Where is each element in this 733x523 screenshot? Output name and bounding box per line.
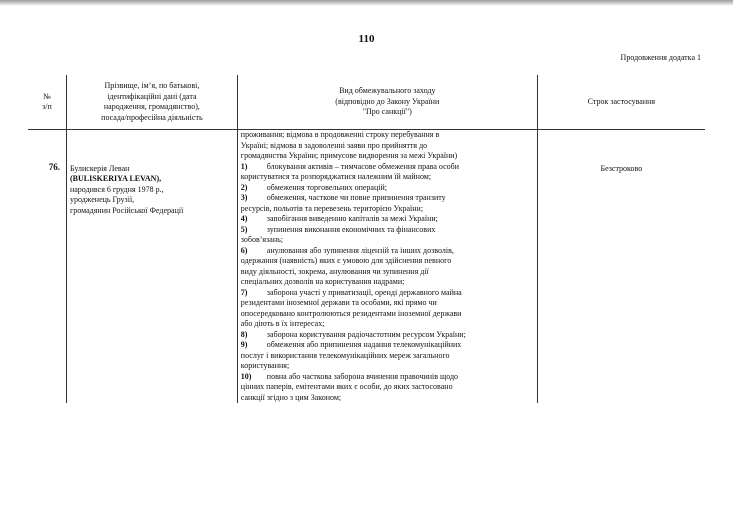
- header-name-line: Прізвище, ім’я, по батькові,: [104, 81, 200, 90]
- continuation-line: Україні; відмова в задоволенні заяви про прийняття до: [240, 140, 428, 150]
- header-measure-line: (відповідно до Закону України: [335, 96, 440, 106]
- measure-item: [241, 162, 534, 183]
- measure-text: обмеження торговельних операцій;: [266, 182, 387, 192]
- measure-item: [241, 340, 534, 372]
- measure-text: обмеження, часткове чи повне припинення транзиту: [266, 193, 446, 202]
- measure-number: 7): [240, 287, 248, 297]
- measure-text: санкції згідно з цим Законом;: [240, 392, 342, 402]
- table-header-row: [28, 75, 705, 130]
- measure-number: 3): [240, 193, 248, 202]
- continuation-label: Продовження додатка 1: [620, 53, 701, 62]
- measure-text: опосередковано контролюються резидентами іноземної держави: [240, 308, 462, 318]
- entry-person: [66, 162, 237, 404]
- measure-number: 9): [240, 340, 248, 349]
- person-name-ua: Булискерія Леван: [69, 163, 130, 173]
- measure-item: [241, 225, 534, 246]
- measure-text: послуг і використання телекомунікаційних мереж загального: [240, 350, 450, 360]
- continuation-row: [28, 130, 705, 162]
- header-name-line: народження, громадянство),: [103, 102, 200, 111]
- measure-number: 2): [240, 182, 248, 192]
- header-measure-line: Вид обмежувального заходу: [339, 86, 436, 96]
- measure-text: заборона користування радіочастотним ресурсом України;: [266, 329, 466, 339]
- continuation-line: громадянства України; примусове видворення за межі України): [240, 151, 458, 160]
- header-number-line: №: [43, 91, 51, 101]
- entry-measures: [237, 162, 537, 404]
- header-number: [28, 75, 66, 130]
- entry-term: Безстроково: [537, 162, 705, 404]
- measure-text: обмеження або припинення надання телекомунікаційних: [266, 340, 462, 349]
- measure-item: [241, 372, 534, 404]
- measure-text: повна або часткова заборона вчинення правочинів щодо: [266, 371, 459, 381]
- measure-number: 5): [240, 224, 248, 234]
- header-term: [537, 75, 705, 130]
- measure-text: зобов’язань;: [240, 235, 283, 244]
- header-name-line: посада/професійна діяльність: [101, 112, 203, 122]
- sanctions-table: [28, 75, 705, 403]
- entry-number: 76.: [48, 161, 60, 172]
- continuation-line: проживання; відмова в продовженні строку перебування в: [240, 130, 440, 139]
- measure-item: [241, 193, 534, 214]
- person-detail: уродженець Грузії,: [69, 195, 135, 204]
- measure-text: заборона участі у приватизації, оренді державного майна: [266, 287, 462, 297]
- measure-item: [241, 288, 534, 330]
- header-number-line: з/п: [42, 102, 52, 111]
- measure-item: [241, 214, 534, 225]
- person-name-latin: (BULISKERIYA LEVAN),: [69, 174, 162, 183]
- measure-text: користування;: [240, 361, 290, 370]
- measure-number: 1): [240, 161, 248, 171]
- measure-item: [241, 183, 534, 194]
- measure-text: резидентами іноземної держави та особами, які прямо чи: [240, 298, 437, 307]
- person-detail: народився 6 грудня 1978 р.,: [69, 184, 164, 194]
- measure-text: запобігання виведенню капіталів за межі України;: [266, 214, 438, 223]
- measure-text: блокування активів – тимчасове обмеження права особи: [266, 161, 460, 171]
- continuation-name-cell: [66, 130, 237, 162]
- measure-number: 6): [240, 245, 248, 255]
- table-row: [28, 162, 705, 404]
- measure-item: [241, 246, 534, 288]
- top-shade: [0, 0, 733, 6]
- continuation-number-cell: [28, 130, 66, 162]
- measure-number: 10): [240, 371, 252, 381]
- measure-text: виду діяльності, зокрема, анулювання чи зупинення дії: [240, 266, 429, 276]
- measure-text: або діють в їх інтересах;: [240, 319, 325, 328]
- person-detail: громадянин Російської Федерації: [69, 205, 184, 215]
- measure-text: користуватися та розпоряджатися належним їй майном;: [240, 172, 432, 181]
- measure-text: цінних паперів, емітентами яких є особи, до яких застосовано: [240, 382, 453, 391]
- header-name: [66, 75, 237, 130]
- header-measure: [237, 75, 537, 130]
- continuation-measure-cell: [237, 130, 537, 162]
- header-measure-line: "Про санкції"): [362, 107, 412, 117]
- measure-text: спеціальних дозволів на користування надрами;: [240, 277, 405, 286]
- measure-text: зупинення виконання економічних та фінансових: [266, 224, 436, 234]
- measure-text: одержання (наявність) яких є умовою для здійснення певного: [240, 256, 452, 265]
- header-term-line: Строк застосування: [587, 96, 656, 106]
- measure-number: 4): [240, 214, 248, 223]
- measure-text: ресурсів, польотів та перевезень територією України;: [240, 203, 424, 213]
- continuation-term-cell: [537, 130, 705, 162]
- measure-text: анулювання або зупинення ліцензій та інших дозволів,: [266, 245, 454, 255]
- page-number: 110: [358, 33, 375, 45]
- measure-number: 8): [240, 329, 248, 339]
- measure-item: [241, 330, 534, 341]
- header-name-line: ідентифікаційні дані (дата: [107, 91, 197, 101]
